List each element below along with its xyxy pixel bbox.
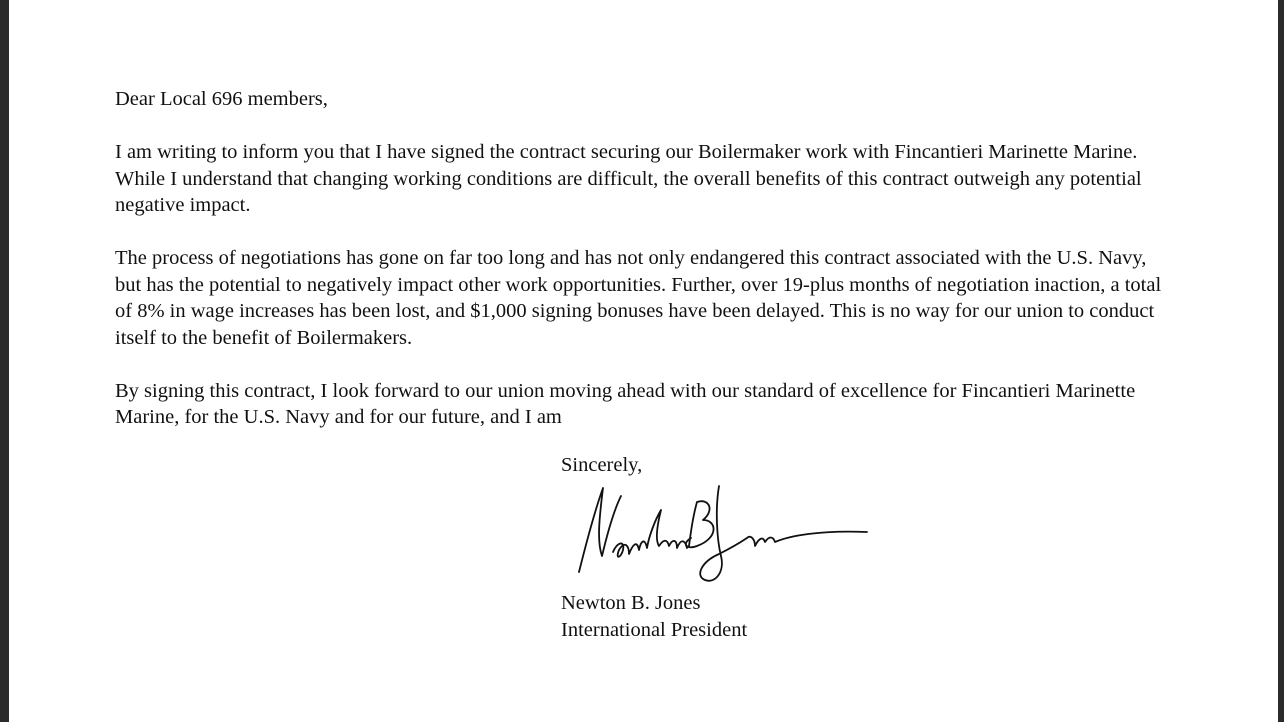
paragraph-1: I am writing to inform you that I have signed the contract securing our Boilermaker work with Fincantieri Marinette Marine. While I understand that changing working conditions are difficult, the overall benefits of this contract outweigh any potential negative impact. xyxy=(115,141,1142,216)
paragraph-2: The process of negotiations has gone on far too long and has not only endangered this contract associated with the U.S. Navy, but has the potential to negatively impact other work opportunities. Further, over 19-plus months of negotiation inaction, a total of 8% in wage increases has been lost, and $1,000 signing bonuses have been delayed. This is no way for our union to conduct itself to the benefit of Boilermakers. xyxy=(115,247,1162,349)
paragraph-3: By signing this contract, I look forward to our union moving ahead with our standard of excellence for Fincantieri Marinette Marine, for the U.S. Navy and for our future, and I am xyxy=(115,379,1136,428)
viewer-left-border xyxy=(0,0,9,722)
viewer-right-border xyxy=(1278,0,1284,722)
letter-page xyxy=(9,0,1278,722)
handwritten-signature xyxy=(569,480,869,590)
signer-title: International President xyxy=(561,618,748,641)
salutation: Dear Local 696 members, xyxy=(115,88,328,110)
letter-body xyxy=(115,86,1175,457)
signer-block xyxy=(561,590,747,643)
closing: Sincerely, xyxy=(561,454,643,476)
signer-name: Newton B. Jones xyxy=(561,592,701,614)
